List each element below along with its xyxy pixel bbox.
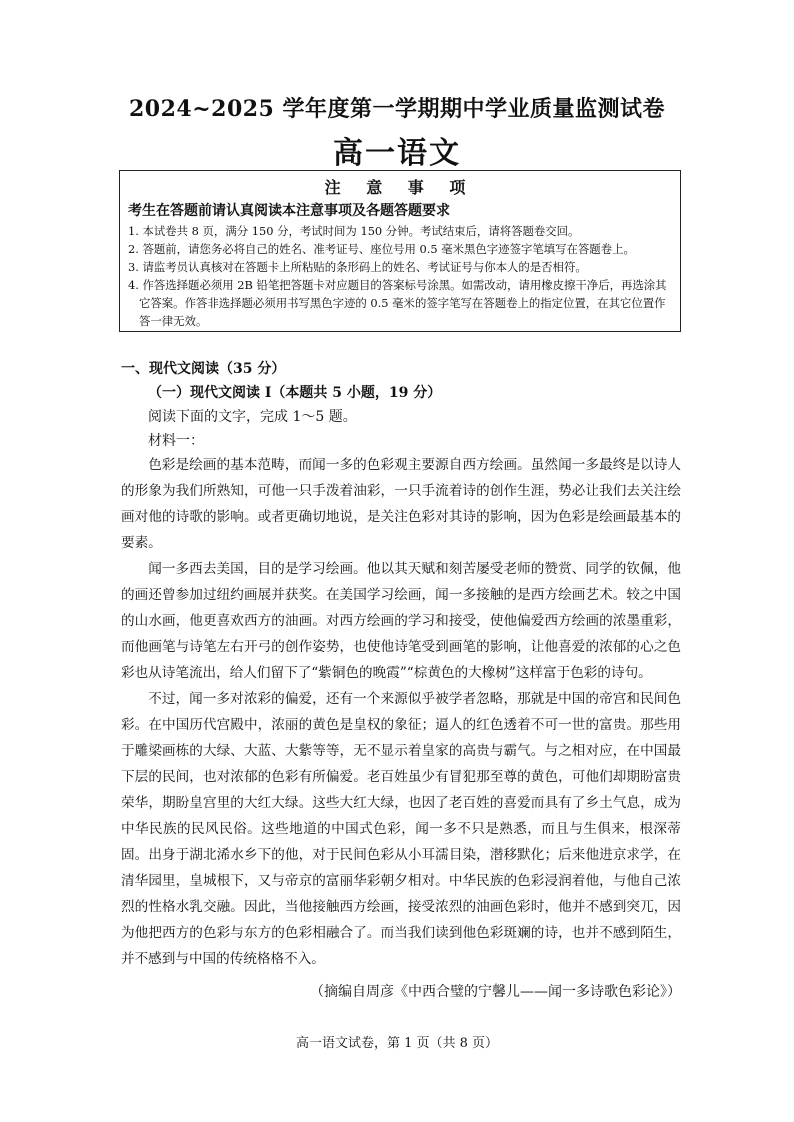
reading-instruction: 阅读下面的文字，完成 1～5 题。 [148,409,357,425]
notice-heading: 注 意 事 项 [324,178,476,197]
passage-paragraph-1: 色彩是绘画的基本范畴，而闻一多的色彩观主要源自西方绘画。虽然闻一多最终是以诗人的形象为我们所熟知，可他一只手泼着油彩，一只手流着诗的创作生涯，势必让我们去关注绘画对他的诗歌的影响。或者更确切地说，是关注色彩对其诗的影响，因为色彩是绘画最基本的要素。 [121,457,681,551]
subject-title: 高一语文 [333,136,461,171]
passage [121,452,681,972]
notice-item-3: 3. 请监考员认真核对在答题卡上所粘贴的条形码上的姓名、考试证号与你本人的是否相符。 [128,260,587,274]
exam-title: 2024~2025 学年度第一学期期中学业质量监测试卷 [128,96,666,122]
section-heading: 一、现代文阅读（35 分） [121,361,286,377]
notice-item-2: 2. 答题前，请您务必将自己的姓名、准考证号、座位号用 0.5 毫米黑色字迹签字笔填写在答题卷上。 [128,242,635,256]
section-subheading: （一）现代文阅读 I（本题共 5 小题，19 分） [148,385,442,401]
notice-subheading: 考生在答题前请认真阅读本注意事项及各题答题要求 [128,203,450,219]
page-footer: 高一语文试卷，第 1 页（共 8 页） [295,1036,499,1051]
notice-box [119,170,681,332]
material-label: 材料一： [148,433,204,449]
passage-source: （摘编自周彦《中西合璧的宁馨儿——闻一多诗歌色彩论》） [310,984,681,1000]
notice-item-4: 4. 作答选择题必须用 2B 铅笔把答题卡对应题目的答案标号涂黑。如需改动，请用橡皮擦干净后，再选涂其它答案。作答非选择题必须用书写黑色字迹的 0.5 毫米的签字笔写在答题卷上的指定位置，在其它位置作答一律无效。 [128,278,667,328]
passage-paragraph-2: 闻一多西去美国，目的是学习绘画。他以其天赋和刻苦屡受老师的赞赏、同学的钦佩，他的画还曾参加过纽约画展并获奖。在美国学习绘画，闻一多接触的是西方绘画艺术。较之中国的山水画，他更喜欢西方的油画。对西方绘画的学习和接受，使他偏爱西方绘画的浓墨重彩，而他画笔与诗笔左右开弓的创作姿势，也使他诗笔受到画笔的影响，让他喜爱的浓郁的心之色彩也从诗笔流出，给人们留下了“紫铜色的晚霞”“棕黄色的大橡树”这样富于色彩的诗句。 [121,561,681,681]
passage-paragraph-3: 不过，闻一多对浓彩的偏爱，还有一个来源似乎被学者忽略，那就是中国的帝宫和民间色彩。在中国历代宫殿中，浓丽的黄色是皇权的象征；逼人的红色透着不可一世的富贵。那些用于雕梁画栋的大绿、大蓝、大紫等等，无不显示着皇家的高贵与霸气。与之相对应，在中国最下层的民间，也对浓郁的色彩有所偏爱。老百姓虽少有冒犯那至尊的黄色，可他们却期盼富贵荣华，期盼皇宫里的大红大绿。这些大红大绿，也因了老百姓的喜爱而具有了乡土气息，成为中华民族的民风民俗。这些地道的中国式色彩，闻一多不只是熟悉，而且与生俱来，根深蒂固。出身于湖北浠水乡下的他，对于民间色彩从小耳濡目染，潜移默化；后来他进京求学，在清华园里，皇城根下，又与帝京的富丽华彩朝夕相对。中华民族的色彩浸润着他，与他自己浓烈的性格水乳交融。因此，当他接触西方绘画，接受浓烈的油画色彩时，他并不感到突兀，因为他把西方的色彩与东方的色彩相融合了。而当我们读到他色彩斑斓的诗，也并不感到陌生，并不感到与中国的传统格格不入。 [121,691,681,967]
notice-item-1: 1. 本试卷共 8 页，满分 150 分，考试时间为 150 分钟。考试结束后，请将答题卷交回。 [128,224,580,238]
